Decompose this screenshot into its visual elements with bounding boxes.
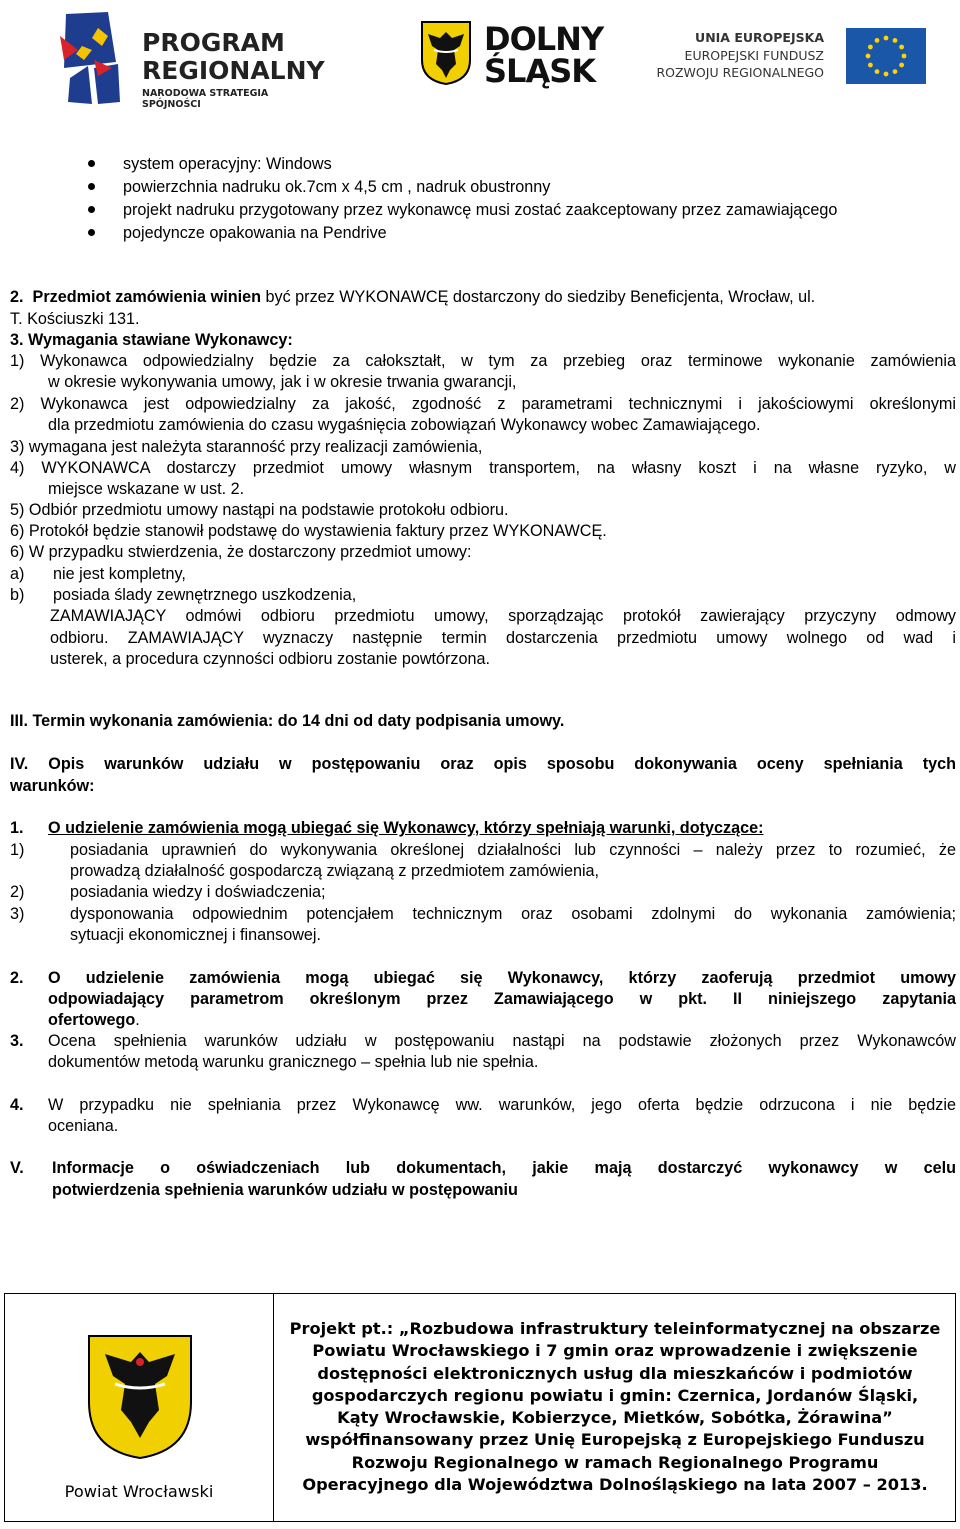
section-3-item-b-number: b): [10, 586, 25, 604]
section-3-para-line2: odbioru. ZAMAWIAJĄCY wyznaczy następnie termin dostarczenia przedmiotu umowy wolnego od wad i: [50, 629, 956, 647]
section-2-rest: być przez WYKONAWCĘ dostarczony do siedziby Beneficjenta, Wrocław, ul.: [260, 288, 816, 306]
dolny-slask-logo: [420, 20, 620, 90]
program-regionalny-emblem-icon: [58, 6, 128, 106]
section-3-item7: 6) W przypadku stwierdzenia, że dostarczony przedmiot umowy:: [10, 543, 472, 561]
section-iv-3-line1: Ocena spełnienia warunków udziału w postępowaniu nastąpi na podstawie złożonych przez Wykonawców: [48, 1032, 956, 1050]
section-iv-4-number: 4.: [10, 1096, 24, 1114]
section-iv-2-line3-bold: ofertowego: [48, 1011, 136, 1029]
powiat-wroclawski-coat-of-arms-icon: [85, 1332, 195, 1462]
section-3-item6: 6) Protokół będzie stanowił podstawę do wystawienia faktury przez WYKONAWCĘ.: [10, 522, 607, 540]
footer-line: współfinansowany przez Unię Europejską z Europejskiego Funduszu: [305, 1430, 925, 1450]
section-iv-1-item2: posiadania wiedzy i doświadczenia;: [70, 883, 326, 901]
section-2-number: 2.: [10, 288, 24, 306]
eu-logo-line1: UNIA EUROPEJSKA: [695, 30, 824, 45]
bullet-dot: [88, 183, 95, 190]
dolny-slask-line2: ŚLĄSK: [484, 52, 596, 90]
section-iv-1-item1-line2: prowadzą działalność gospodarczą związaną z przedmiotem zamówienia,: [70, 862, 600, 880]
section-3-item1-line1: 1) Wykonawca odpowiedzialny będzie za całokształt, w tym za przebieg oraz terminowe wykonanie zamówienia: [10, 352, 956, 370]
section-iv-1-number: 1.: [10, 819, 24, 837]
section-iv-1-item3-line1: dysponowania odpowiednim potencjałem technicznym oraz osobami zdolnymi do wykonania zamówienia;: [70, 905, 956, 923]
section-v-number: V.: [10, 1159, 24, 1177]
section-v-line1: Informacje o oświadczeniach lub dokumentach, jakie mają dostarczyć wykonawcy w celu: [52, 1159, 956, 1177]
program-regionalny-logo: [58, 6, 325, 110]
section-3-item4-line2: miejsce wskazane w ust. 2.: [48, 480, 245, 498]
footer-box: [4, 1293, 956, 1522]
section-3-item2-line2: dla przedmiotu zamówienia do czasu wygaśnięcia zobowiązań Wykonawcy wobec Zamawiającego.: [48, 416, 761, 434]
section-iv-heading-line1: IV. Opis warunków udziału w postępowaniu oraz opis sposobu dokonywania oceny spełniania tych: [10, 755, 956, 773]
eu-logo: [656, 26, 936, 86]
footer-project-text: [275, 1294, 955, 1496]
section-3-item-a-number: a): [10, 565, 25, 583]
footer-line: Rozwoju Regionalnego w ramach Regionalnego Programu: [351, 1452, 879, 1472]
section-iv-1-item3-number: 3): [10, 905, 25, 923]
section-iv-2-line1: O udzielenie zamówienia mogą ubiegać się Wykonawcy, którzy zaoferują przedmiot umowy: [48, 969, 956, 987]
section-iv-2-number: 2.: [10, 969, 24, 987]
section-iv-1-item1-number: 1): [10, 841, 25, 859]
program-logo-line2: REGIONALNY: [142, 56, 325, 85]
section-3-item4-line1: 4) WYKONAWCA dostarczy przedmiot umowy własnym transportem, na własny koszt i na własne ryzyko, w: [10, 459, 956, 477]
section-iv-3-number: 3.: [10, 1032, 24, 1050]
section-3-item-a: nie jest kompletny,: [53, 565, 186, 583]
section-3-heading: 3. Wymagania stawiane Wykonawcy:: [10, 331, 293, 349]
bullet-dot: [88, 160, 95, 167]
section-iv-4-line1: W przypadku nie spełniania przez Wykonawcę ww. warunków, jego oferta będzie odrzucona i nie będzie: [48, 1096, 956, 1114]
list-item: powierzchnia nadruku ok.7cm x 4,5 cm , nadruk obustronny: [123, 178, 551, 196]
list-item: projekt nadruku przygotowany przez wykonawcę musi zostać zaakceptowany przez zamawiającego: [123, 201, 838, 219]
footer-line: Powiatu Wrocławskiego i 7 gmin oraz wprowadzenie i zwiększenie: [312, 1341, 918, 1361]
program-logo-line1: PROGRAM: [142, 28, 285, 57]
section-iii-heading: III. Termin wykonania zamówienia: do 14 dni od daty podpisania umowy.: [10, 712, 565, 730]
section-iv-1-heading: O udzielenie zamówienia mogą ubiegać się Wykonawcy, którzy spełniają warunki, dotyczące:: [48, 819, 764, 837]
footer-line: Kąty Wrocławskie, Kobierzyce, Mietków, Sobótka, Żórawina”: [337, 1408, 893, 1428]
section-iv-2-line3: [48, 1011, 140, 1030]
list-item: system operacyjny: Windows: [123, 155, 332, 173]
footer-line: gospodarczych regionu powiatu i gmin: Czernica, Jordanów Śląski,: [311, 1385, 919, 1405]
section-3-para-line3: usterek, a procedura czynności odbioru zostanie powtórzona.: [50, 650, 491, 668]
footer-left-cell: [5, 1294, 274, 1521]
bullet-dot: [88, 206, 95, 213]
footer-left-label: Powiat Wrocławski: [64, 1482, 214, 1501]
silesian-eagle-shield-icon: [420, 20, 472, 86]
footer-line: Projekt pt.: „Rozbudowa infrastruktury teleinformatycznej na obszarze: [289, 1319, 941, 1338]
section-3-para-line1: ZAMAWIAJĄCY odmówi odbioru przedmiotu umowy, sporządzając protokół zawierający przyczyny odmowy: [50, 607, 956, 625]
eu-flag-icon: [846, 28, 926, 84]
list-item: pojedyncze opakowania na Pendrive: [123, 224, 387, 242]
footer-line: Operacyjnego dla Województwa Dolnośląskiego na lata 2007 – 2013.: [302, 1475, 928, 1495]
bullet-dot: [88, 229, 95, 236]
section-3-item1-line2: w okresie wykonywania umowy, jak i w okresie trwania gwarancji,: [48, 373, 517, 391]
section-2-line1: [10, 288, 815, 307]
section-iv-heading-line2: warunków:: [10, 777, 95, 795]
eu-logo-line2: EUROPEJSKI FUNDUSZ: [684, 48, 824, 63]
section-3-item5: 5) Odbiór przedmiotu umowy nastąpi na podstawie protokołu odbioru.: [10, 501, 509, 519]
section-iv-1-item1-line1: posiadania uprawnień do wykonywania określonej działalności lub czynności – należy przez to rozumieć, że: [70, 841, 956, 859]
section-iv-4-line2: oceniana.: [48, 1117, 119, 1135]
program-logo-line3: NARODOWA STRATEGIA SPÓJNOŚCI: [142, 88, 269, 110]
section-iv-3-line2: dokumentów metodą warunku granicznego – spełnia lub nie spełnia.: [48, 1053, 539, 1071]
section-3-item2-line1: 2) Wykonawca jest odpowiedzialny za jakość, zgodność z parametrami technicznymi i jakościowymi określonymi: [10, 395, 956, 413]
dolny-slask-line1: DOLNY: [484, 20, 604, 58]
section-2-bold: Przedmiot zamówienia winien: [32, 288, 261, 306]
section-3-item-b: posiada ślady zewnętrznego uszkodzenia,: [53, 586, 357, 604]
footer-right-cell: [275, 1294, 955, 1521]
eu-logo-line3: ROZWOJU REGIONALNEGO: [656, 65, 824, 80]
section-iv-1-item3-line2: sytuacji ekonomicznej i finansowej.: [70, 926, 322, 944]
section-iv-2-line3-dot: .: [135, 1011, 140, 1029]
section-v-line2: potwierdzenia spełnienia warunków udziału w postępowaniu: [52, 1181, 518, 1199]
section-iv-1-item2-number: 2): [10, 883, 25, 901]
section-2-line2: T. Kościuszki 131.: [10, 310, 140, 328]
section-iv-2-line2: odpowiadający parametrom określonym przez Zamawiającego w pkt. II niniejszego zapytania: [48, 990, 956, 1008]
section-3-item3: 3) wymagana jest należyta staranność przy realizacji zamówienia,: [10, 438, 483, 456]
footer-line: dostępności elektronicznych usług dla mieszkańców i podmiotów: [317, 1363, 913, 1383]
